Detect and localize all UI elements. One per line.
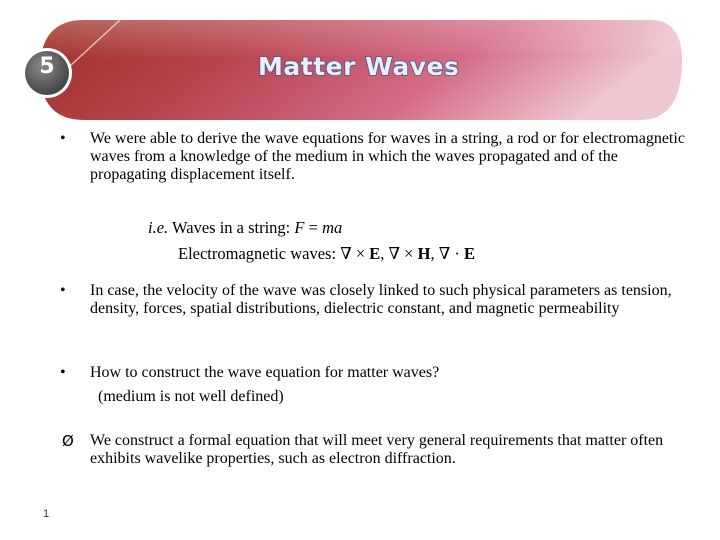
string-label: Waves in a string: bbox=[172, 218, 291, 237]
bullet-marker: • bbox=[60, 364, 66, 381]
bullet-text-derive: We were able to derive the wave equations for waves in a string, a rod or for electromagnetic waves from a knowledge of the medium in which the waves propagated and of the propagating displacement itself. bbox=[90, 130, 685, 183]
equation-wave-string bbox=[148, 218, 342, 238]
div-e-operator: ∇ · bbox=[438, 244, 464, 263]
bullet-text-velocity: In case, the velocity of the wave was closely linked to such physical parameters as tension, density, forces, spatial distributions, dielectric constant, and magnetic permeability bbox=[90, 282, 672, 317]
eq-separator: , bbox=[380, 244, 389, 263]
curl-e-var: E bbox=[369, 244, 381, 263]
equation-electromagnetic bbox=[178, 244, 475, 264]
arrow-bullet-icon: Ø bbox=[62, 432, 74, 450]
em-label: Electromagnetic waves: bbox=[178, 244, 337, 263]
eq-ma-var: ma bbox=[322, 218, 343, 237]
slide-title: Matter Waves bbox=[258, 52, 460, 81]
ie-label: i.e. bbox=[148, 218, 169, 237]
bullet-marker: • bbox=[60, 282, 66, 299]
eq-equals: = bbox=[304, 218, 323, 237]
div-e-var: E bbox=[463, 244, 475, 263]
curl-h-var: H bbox=[417, 244, 431, 263]
curl-e-operator: ∇ × bbox=[340, 244, 370, 263]
bullet-text-question: How to construct the wave equation for matter waves? bbox=[90, 364, 440, 381]
page-number: 1 bbox=[43, 508, 50, 520]
bullet-text-question-note: (medium is not well defined) bbox=[98, 388, 284, 405]
eq-force-var: F bbox=[294, 218, 305, 237]
bullet-marker: • bbox=[60, 130, 66, 147]
curl-h-operator: ∇ × bbox=[388, 244, 418, 263]
slide-number-badge: 5 bbox=[39, 54, 55, 79]
eq-separator: , bbox=[430, 244, 439, 263]
conclusion-text: We construct a formal equation that will meet very general requirements that matter often exhibits wavelike properties, such as electron diffraction. bbox=[90, 432, 664, 467]
